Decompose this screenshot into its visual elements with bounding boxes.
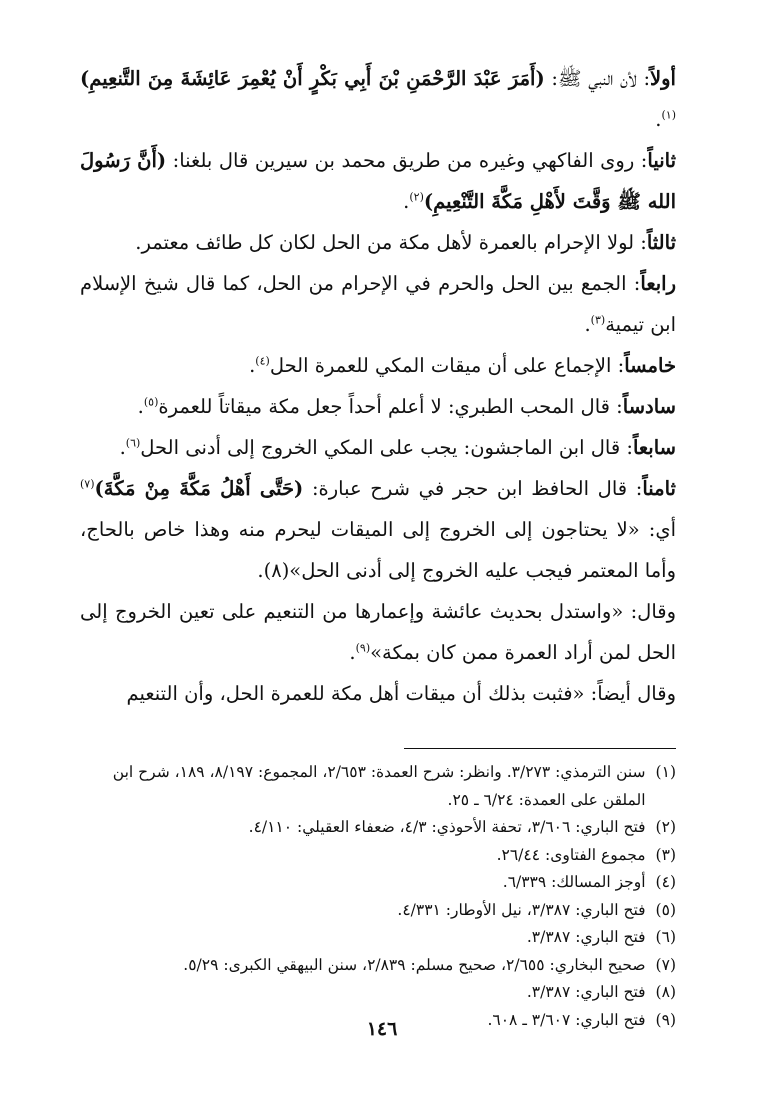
footnote-ref: (٢): [409, 190, 424, 204]
footnote-number: (٧): [655, 955, 676, 974]
paragraph-10: [80, 673, 676, 714]
page-number: ١٤٦: [366, 1018, 398, 1040]
paragraph-text: : قال المحب الطبري: لا أعلم أحداً جعل مكة ميقاتاً للعمرة: [158, 395, 623, 418]
hadith-quote: (أَمَرَ عَبْدَ الرَّحْمَنِ بْنَ أَبِي بَكْرٍ أَنْ يُعْمِرَ عَائِشَةَ مِنَ التَّنعِيمِ): [80, 67, 545, 90]
paragraph-1: [80, 58, 676, 140]
footnote-text: فتح الباري: ٣/٣٨٧.: [526, 928, 646, 946]
paragraph-4: [80, 263, 676, 345]
footnote-number: (٦): [655, 928, 676, 946]
footnote-number: (٥): [655, 900, 676, 919]
footnotes: [80, 759, 676, 1034]
paragraph-3: [80, 222, 676, 263]
paragraph-text: : لولا الإحرام بالعمرة لأهل مكة من الحل لكان كل طائف معتمر.: [135, 231, 647, 254]
paragraph-lead: ثانياً: [647, 149, 676, 172]
footnote-number: (٤): [655, 873, 676, 891]
paragraph-lead: رابعاً: [640, 272, 676, 295]
footnote-item: [80, 814, 676, 842]
paragraph-tail: .: [249, 354, 256, 377]
footnote-item: [80, 979, 676, 1007]
paragraph-text: : لأن النبي ﷺ:: [544, 67, 651, 90]
footnote-number: (٣): [655, 845, 676, 864]
paragraph-text: وقال أيضاً: «فثبت بذلك أن ميقات أهل مكة للعمرة الحل، وأن التنعيم: [126, 682, 676, 705]
footnote-text: فتح الباري: ٣/٣٨٧.: [526, 983, 646, 1001]
paragraph-tail: أي: «لا يحتاجون إلى الخروج إلى الميقات ليحرم منه وهذا خاص بالحاج، وأما المعتمر فيجب عليه الخروج إلى أدنى الحل»(٨).: [80, 518, 676, 582]
footnote-ref: (٩): [355, 641, 371, 655]
footnote-item: [80, 869, 676, 897]
footnote-text: صحيح البخاري: ٢/٦٥٥، صحيح مسلم: ٢/٨٣٩، سنن البيهقي الكبرى: ٥/٢٩.: [183, 955, 646, 974]
footnote-number: (٢): [655, 818, 676, 836]
footnote-text: سنن الترمذي: ٣/٢٧٣. وانظر: شرح العمدة: ٢/٦٥٣، المجموع: ٨/١٩٧، ١٨٩، شرح ابن الملقن على العمدة: ٦/٢٤ ـ ٢٥.: [112, 763, 646, 809]
paragraph-tail: .: [584, 313, 591, 336]
paragraph-text: : روى الفاكهي وغيره من طريق محمد بن سيرين قال بلغنا:: [166, 149, 648, 172]
paragraph-9: [80, 591, 676, 673]
paragraph-tail: .: [119, 436, 126, 459]
footnote-ref: (٤): [255, 354, 270, 368]
footnote-ref: (١): [661, 108, 676, 122]
paragraph-lead: ثامناً: [642, 477, 676, 500]
paragraph-lead: ثالثاً: [646, 231, 676, 254]
paragraph-8: [80, 468, 676, 591]
hadith-quote: (حَتَّى أَهْلُ مَكَّةَ مِنْ مَكَّةَ): [94, 477, 304, 500]
footnote-number: (٩): [655, 1010, 676, 1029]
footnote-text: فتح الباري: ٣/٦٠٧ ـ ٦٠٨.: [487, 1010, 646, 1029]
footnote-number: (١): [655, 763, 676, 781]
footnote-number: (٨): [655, 983, 676, 1001]
paragraph-7: [80, 427, 676, 468]
footnote-text: فتح الباري: ٣/٦٠٦، تحفة الأحوذي: ٤/٣، ضعفاء العقيلي: ٤/١١٠.: [248, 818, 646, 836]
hadith-quote: (أَنَّ رَسُولَ الله ﷺ وَقَّتَ لأَهْلِ مَكَّةَ التَّنْعِيمِ): [80, 149, 676, 213]
footnote-item: [80, 759, 676, 814]
paragraph-text: : الإجماع على أن ميقات المكي للعمرة الحل: [269, 354, 625, 377]
footnote-item: [80, 842, 676, 870]
paragraph-6: [80, 386, 676, 427]
paragraph-tail: .: [137, 395, 144, 418]
footnote-ref: (٥): [143, 395, 159, 409]
footnote-text: فتح الباري: ٣/٣٨٧، نيل الأوطار: ٤/٣٣١.: [397, 900, 646, 919]
footnote-text: مجموع الفتاوى: ٢٦/٤٤.: [496, 845, 646, 864]
paragraph-lead: سابعاً: [632, 436, 676, 459]
footnote-item: [80, 924, 676, 952]
footnote-ref: (٣): [590, 313, 606, 327]
paragraph-text: : قال الحافظ ابن حجر في شرح عبارة:: [303, 477, 643, 500]
footnote-divider: [404, 748, 676, 749]
paragraph-lead: أولاً: [650, 67, 676, 90]
footnote-item: [80, 897, 676, 925]
paragraph-5: [80, 345, 676, 386]
paragraph-tail: .: [349, 641, 356, 664]
footnote-ref: (٧): [80, 477, 95, 491]
paragraph-text: وقال: «واستدل بحديث عائشة وإعمارها من التنعيم على تعين الخروج إلى الحل لمن أراد العمرة ممن كان بمكة»: [80, 600, 676, 664]
paragraph-lead: خامساً: [624, 354, 676, 377]
main-text: [80, 58, 676, 714]
paragraph-tail: .: [403, 190, 410, 213]
paragraph-2: [80, 140, 676, 222]
footnote-item: [80, 952, 676, 980]
footnote-ref: (٦): [125, 436, 141, 450]
paragraph-tail: .: [655, 108, 662, 131]
paragraph-text: : الجمع بين الحل والحرم في الإحرام من الحل، كما قال شيخ الإسلام ابن تيمية: [80, 272, 676, 336]
paragraph-text: : قال ابن الماجشون: يجب على المكي الخروج إلى أدنى الحل: [140, 436, 633, 459]
paragraph-lead: سادساً: [622, 395, 676, 418]
footnote-text: أوجز المسالك: ٦/٣٣٩.: [502, 873, 646, 891]
